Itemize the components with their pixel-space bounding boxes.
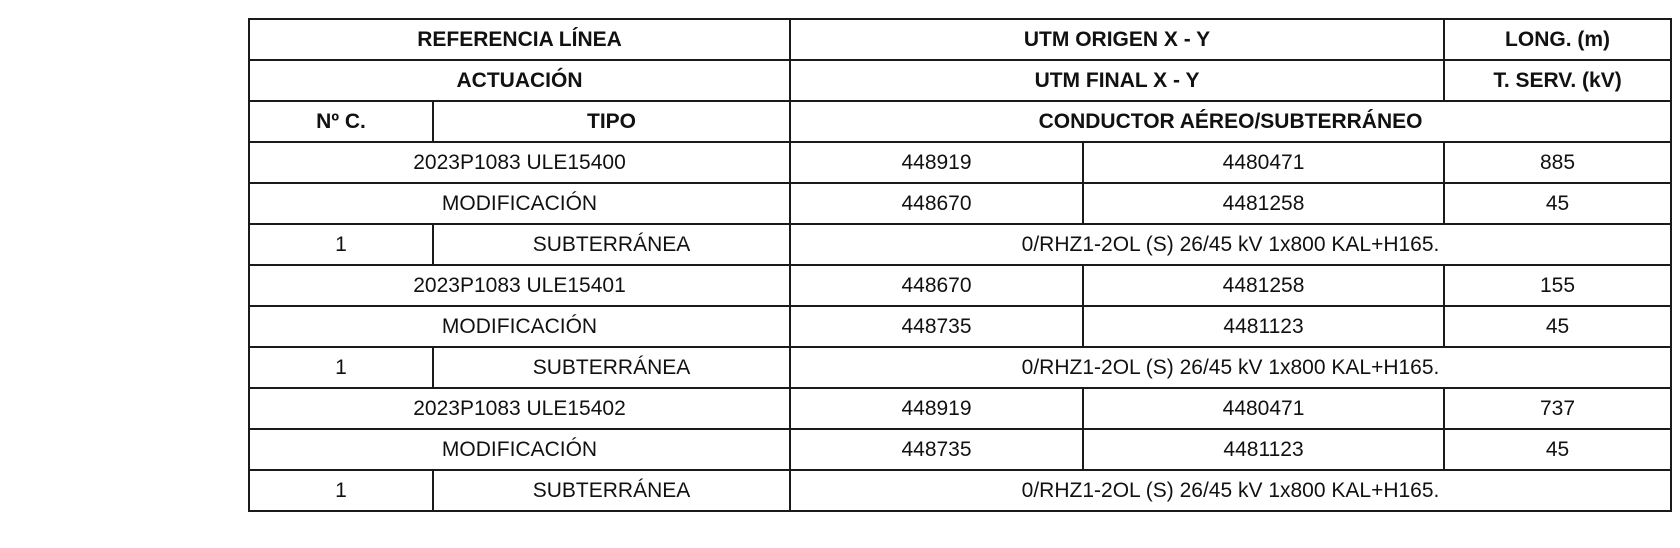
header-actuacion: ACTUACIÓN — [249, 60, 790, 101]
table-row — [249, 265, 1671, 306]
table-row — [249, 388, 1671, 429]
header-row-3 — [249, 101, 1671, 142]
cell-num-circuitos: 1 — [249, 347, 433, 388]
cell-num-circuitos: 1 — [249, 224, 433, 265]
cell-conductor: 0/RHZ1-2OL (S) 26/45 kV 1x800 KAL+H165. — [790, 224, 1671, 265]
table-row — [249, 347, 1671, 388]
table-row — [249, 470, 1671, 511]
header-utm-final: UTM FINAL X - Y — [790, 60, 1444, 101]
header-row-2 — [249, 60, 1671, 101]
cell-referencia: 2023P1083 ULE15400 — [249, 142, 790, 183]
cell-origen-x: 448919 — [790, 388, 1083, 429]
cell-final-x: 448735 — [790, 306, 1083, 347]
table-row — [249, 306, 1671, 347]
header-conductor: CONDUCTOR AÉREO/SUBTERRÁNEO — [790, 101, 1671, 142]
header-referencia-linea: REFERENCIA LÍNEA — [249, 19, 790, 60]
cell-tension: 45 — [1444, 183, 1671, 224]
lines-table — [248, 18, 1672, 512]
cell-tension: 45 — [1444, 429, 1671, 470]
cell-final-y: 4481123 — [1083, 429, 1444, 470]
header-row-1 — [249, 19, 1671, 60]
cell-final-y: 4481123 — [1083, 306, 1444, 347]
cell-tipo: SUBTERRÁNEA — [433, 224, 790, 265]
cell-longitud: 155 — [1444, 265, 1671, 306]
cell-longitud: 885 — [1444, 142, 1671, 183]
cell-origen-x: 448670 — [790, 265, 1083, 306]
header-tension-servicio: T. SERV. (kV) — [1444, 60, 1671, 101]
cell-final-x: 448670 — [790, 183, 1083, 224]
header-tipo: TIPO — [433, 101, 790, 142]
cell-tension: 45 — [1444, 306, 1671, 347]
cell-actuacion: MODIFICACIÓN — [249, 306, 790, 347]
cell-actuacion: MODIFICACIÓN — [249, 183, 790, 224]
cell-referencia: 2023P1083 ULE15401 — [249, 265, 790, 306]
cell-tipo: SUBTERRÁNEA — [433, 470, 790, 511]
cell-conductor: 0/RHZ1-2OL (S) 26/45 kV 1x800 KAL+H165. — [790, 470, 1671, 511]
cell-referencia: 2023P1083 ULE15402 — [249, 388, 790, 429]
header-utm-origen: UTM ORIGEN X - Y — [790, 19, 1444, 60]
cell-longitud: 737 — [1444, 388, 1671, 429]
cell-final-x: 448735 — [790, 429, 1083, 470]
table-row — [249, 142, 1671, 183]
cell-final-y: 4481258 — [1083, 183, 1444, 224]
header-longitud: LONG. (m) — [1444, 19, 1671, 60]
cell-actuacion: MODIFICACIÓN — [249, 429, 790, 470]
cell-origen-x: 448919 — [790, 142, 1083, 183]
cell-conductor: 0/RHZ1-2OL (S) 26/45 kV 1x800 KAL+H165. — [790, 347, 1671, 388]
cell-num-circuitos: 1 — [249, 470, 433, 511]
table-row — [249, 183, 1671, 224]
table-row — [249, 224, 1671, 265]
header-num-circuitos: Nº C. — [249, 101, 433, 142]
table-row — [249, 429, 1671, 470]
cell-origen-y: 4480471 — [1083, 388, 1444, 429]
cell-origen-y: 4481258 — [1083, 265, 1444, 306]
cell-origen-y: 4480471 — [1083, 142, 1444, 183]
cell-tipo: SUBTERRÁNEA — [433, 347, 790, 388]
